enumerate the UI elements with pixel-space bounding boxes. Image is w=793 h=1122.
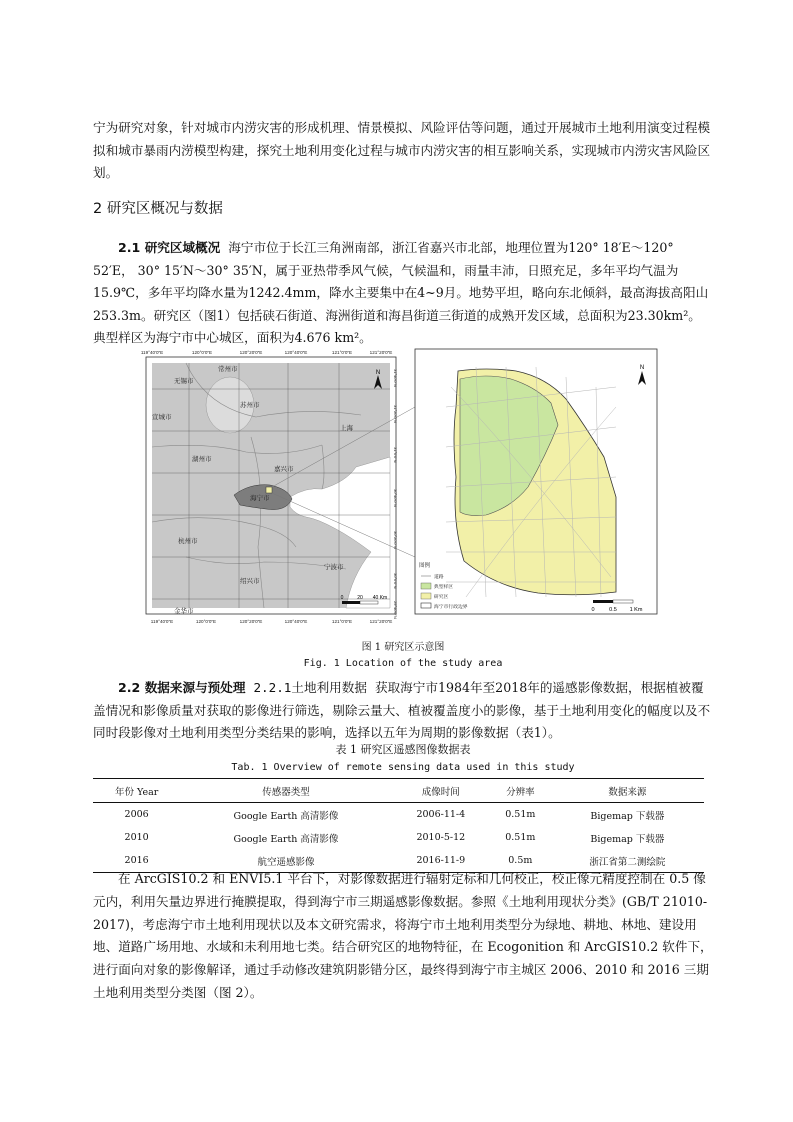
table-cell: 2006 — [124, 809, 149, 820]
right-tick: 30°40′0″N — [393, 489, 398, 507]
svg-text:20: 20 — [357, 595, 363, 601]
table-cell: Google Earth 高清影像 — [233, 833, 339, 845]
bottom-tick: 119°40′0″E — [150, 619, 174, 624]
top-tick: 120°20′0″E — [239, 350, 263, 355]
table-cell: 航空遥感影像 — [257, 856, 315, 868]
svg-text:40 Km: 40 Km — [372, 595, 388, 601]
map-label: 苏州市 — [240, 401, 260, 409]
map-label: 金华市 — [174, 607, 194, 615]
table-cell: Google Earth 高清影像 — [233, 810, 339, 822]
table-header: 数据来源 — [608, 786, 647, 798]
top-tick: 119°40′0″E — [140, 350, 164, 355]
bottom-tick: 120°0′0″E — [195, 619, 217, 624]
top-tick: 121°0′0″E — [331, 350, 353, 355]
svg-text:N: N — [375, 370, 381, 376]
remote-sensing-table — [93, 778, 704, 873]
svg-text:N: N — [639, 365, 645, 371]
right-tick: 31°20′0″N — [393, 405, 398, 423]
top-tick: 120°40′0″E — [284, 350, 308, 355]
intro-paragraph: 宁为研究对象，针对城市内涝灾害的形成机理、情景模拟、风险评估等问题，通过开展城市土地利用演变过程模拟和城市暴雨内涝模型构建，探究土地利用变化过程与城市内涝灾害的相互影响关系，实现城市内涝灾害风险区划。 — [93, 120, 711, 180]
right-tick: 30°0′0″N — [393, 573, 398, 589]
table-caption-en: Tab. 1 Overview of remote sensing data used in this study — [231, 762, 575, 773]
svg-text:0: 0 — [340, 595, 344, 601]
map-label: 杭州市 — [178, 537, 198, 545]
bottom-tick: 121°20′0″E — [369, 619, 393, 624]
map-label: 绍兴市 — [240, 577, 260, 585]
legend-item: 海宁市行政边界 — [434, 605, 468, 610]
figure-caption-en: Fig. 1 Location of the study area — [303, 658, 503, 669]
figure-caption-cn: 图 1 研究区示意图 — [361, 642, 445, 653]
table-header: 成像时间 — [421, 786, 460, 798]
legend-item: 道路 — [434, 575, 444, 580]
right-tick: 29°40′0″N — [393, 601, 398, 619]
table-cell: 2010 — [124, 832, 149, 843]
table-cell: Bigemap 下载器 — [590, 810, 665, 822]
table-cell: 0.5m — [508, 855, 533, 866]
subsection-heading: 2.2 数据来源与预处理 — [118, 680, 246, 695]
table-cell: 2016-11-9 — [416, 855, 466, 866]
map-label: 上海 — [340, 424, 353, 432]
regional-map — [141, 350, 415, 624]
legend-item: 研究区 — [434, 595, 449, 600]
table-caption-cn: 表 1 研究区遥感图像数据表 — [335, 743, 471, 756]
table-cell: 0.51m — [505, 809, 536, 820]
table-cell: 0.51m — [505, 832, 536, 843]
sub-subsection-heading: 2.2.1土地利用数据 — [253, 680, 367, 695]
section-heading: 2 研究区概况与数据 — [93, 201, 223, 217]
table-header: 年份 Year — [114, 786, 159, 798]
table-header: 传感器类型 — [262, 786, 310, 798]
right-tick: 31°40′0″N — [393, 369, 398, 387]
data-source-text: 获取海宁市1984年至2018年的遥感影像数据，根据植被覆盖情况和影像质量对获取的影像进行筛选，剔除云量大、植被覆盖度小的影像，基于土地利用变化的幅度以及不同时段影像对土地利用类型分类结果的影响，选择以五年为周期的影像数据（表1）。 — [93, 680, 711, 740]
subsection-heading: 2.1 研究区域概况 — [118, 240, 221, 255]
bottom-tick: 120°20′0″E — [239, 619, 263, 624]
table-header-row — [93, 779, 704, 803]
map-label: 海宁市 — [250, 494, 270, 502]
study-area-paragraph — [93, 237, 713, 350]
bottom-tick: 121°0′0″E — [331, 619, 353, 624]
table-cell: 2010-5-12 — [416, 832, 466, 843]
right-tick: 31°0′0″N — [393, 447, 398, 463]
top-tick: 120°0′0″E — [191, 350, 213, 355]
map-label: 宣城市 — [152, 413, 172, 421]
svg-text:0: 0 — [591, 607, 595, 613]
study-area-map — [415, 349, 657, 614]
map-label: 湖州市 — [192, 455, 212, 463]
study-area-text: 海宁市位于长江三角洲南部，浙江省嘉兴市北部，地理位置为120° 18′E～120° 52′E， 30° 15′N～30° 35′N，属于亚热带季风气候，气候温和，雨量丰沛，日照充足，多年平均气温为15.9℃，多年平均降水量为1242.4mm，降水主要集中在4~9月。地势平坦，略向东北倾斜，最高海拔高阳山253.3m。研究区（图1）包括硖石街道、海洲街道和海昌街道三街道的成熟开发区域，总面积为23.30km²。典型样区为海宁市中心城区，面积为4.676 km²。 — [93, 240, 709, 345]
bottom-tick: 120°40′0″E — [284, 619, 308, 624]
table-cell: 2016 — [124, 855, 149, 866]
table-cell: 浙江省第二测绘院 — [589, 856, 666, 868]
svg-text:0.5: 0.5 — [609, 607, 617, 613]
table-header: 分辨率 — [506, 786, 535, 798]
legend-title: 图例 — [419, 563, 431, 569]
table-row — [93, 803, 704, 827]
right-tick: 30°20′0″N — [393, 531, 398, 549]
map-label: 宁波市 — [324, 563, 344, 571]
map-label: 无锡市 — [174, 377, 194, 385]
data-source-paragraph — [93, 677, 713, 745]
table-row — [93, 826, 704, 849]
table-cell: 2006-11-4 — [416, 809, 466, 820]
processing-paragraph: 在 ArcGIS10.2 和 ENVI5.1 平台下，对影像数据进行辐射定标和几何校正，校正像元精度控制在 0.5 像元内，利用矢量边界进行掩膜提取，得到海宁市三期遥感影像数据。参照《土地利用现状分类》(GB/T 21010-2017)，考虑海宁市土地利用现状以及本文研究需求，将海宁市土地利用类型分为绿地、耕地、林地、建设用地、道路广场用地、水域和未利用地七类。结合研究区的地物特征，在 Ecogonition 和 ArcGIS10.2 软件下，进行面向对象的影像解译，通过手动修改建筑阴影错分区，最终得到海宁市主城区 2006、2010 和 2016 三期土地利用类型分类图（图 2）。 — [93, 871, 713, 1000]
map-label: 常州市 — [218, 365, 238, 373]
map-label: 嘉兴市 — [274, 465, 294, 473]
svg-text:1 Km: 1 Km — [629, 607, 643, 613]
table-cell: Bigemap 下载器 — [590, 833, 665, 845]
legend-item: 典型样区 — [434, 585, 454, 590]
top-tick: 121°20′0″E — [369, 350, 393, 355]
figure-study-area-map — [140, 347, 659, 630]
